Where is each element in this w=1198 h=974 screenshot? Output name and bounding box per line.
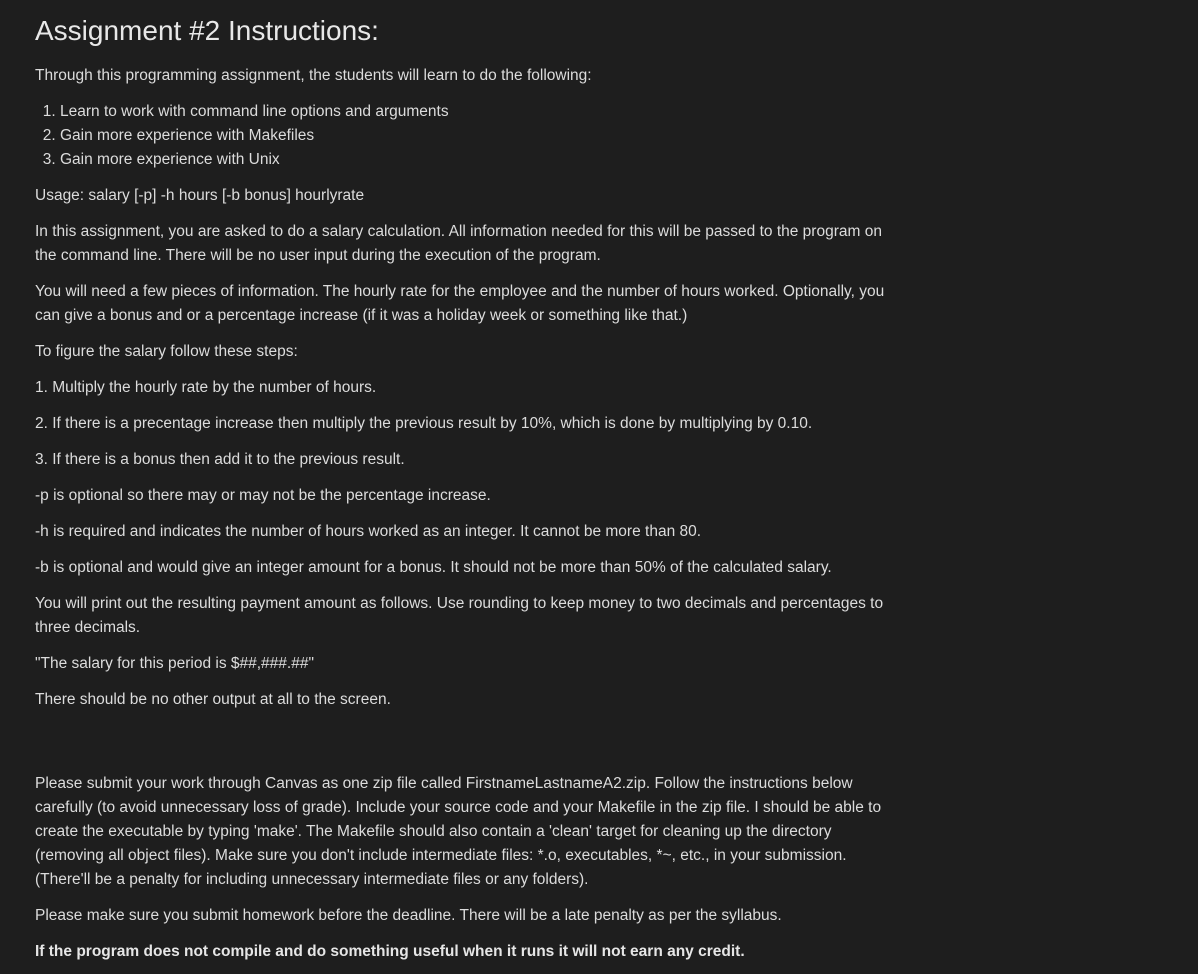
- credit-warning: If the program does not compile and do something useful when it runs it will not earn any credit.: [35, 943, 745, 960]
- objectives-list: [35, 100, 895, 172]
- usage-line: Usage: salary [-p] -h hours [-b bonus] hourlyrate: [35, 187, 365, 204]
- information-paragraph: You will need a few pieces of information. The hourly rate for the employee and the number of hours worked. Optionally, you can give a bonus and or a percentage increase (if it was a holiday week or something like that.): [35, 283, 885, 324]
- objective-item: 2. Gain more experience with Makefiles: [60, 124, 895, 148]
- option-p-description: -p is optional so there may or may not be the percentage increase.: [35, 487, 491, 504]
- step-2: 2. If there is a precentage increase then multiply the previous result by 10%, which is done by multiplying by 0.10.: [35, 415, 813, 432]
- submission-paragraph: Please submit your work through Canvas as one zip file called FirstnameLastnameA2.zip. Follow the instructions below carefully (to avoid unnecessary loss of grade). Include your source code and your Makefile in the zip file. I should be able to create the executable by typing 'make'. The Makefile should also contain a 'clean' target for cleaning up the directory (removing all object files). Make sure you don't include intermediate files: *.o, executables, *~, etc., in your submission. (There'll be a penalty for including unnecessary intermediate files or any folders).: [35, 775, 882, 888]
- description-paragraph: In this assignment, you are asked to do a salary calculation. All information needed for this will be passed to the program on the command line. There will be no user input during the execution of the program.: [35, 223, 882, 264]
- objective-item: 1. Learn to work with command line options and arguments: [60, 100, 895, 124]
- step-1: 1. Multiply the hourly rate by the number of hours.: [35, 379, 377, 396]
- no-output-note: There should be no other output at all to the screen.: [35, 691, 391, 708]
- deadline-paragraph: Please make sure you submit homework before the deadline. There will be a late penalty as per the syllabus.: [35, 907, 782, 924]
- option-h-description: -h is required and indicates the number of hours worked as an integer. It cannot be more than 80.: [35, 523, 702, 540]
- output-format: "The salary for this period is $##,###.##": [35, 655, 314, 672]
- page-title: Assignment #2 Instructions:: [35, 15, 379, 46]
- intro-text: Through this programming assignment, the students will learn to do the following:: [35, 67, 592, 84]
- option-b-description: -b is optional and would give an integer amount for a bonus. It should not be more than 50% of the calculated salary.: [35, 559, 832, 576]
- step-3: 3. If there is a bonus then add it to the previous result.: [35, 451, 405, 468]
- objective-item: 3. Gain more experience with Unix: [60, 148, 895, 172]
- output-paragraph: You will print out the resulting payment amount as follows. Use rounding to keep money to two decimals and percentages to three decimals.: [35, 595, 884, 636]
- section-spacer: [35, 724, 895, 772]
- steps-intro: To figure the salary follow these steps:: [35, 343, 298, 360]
